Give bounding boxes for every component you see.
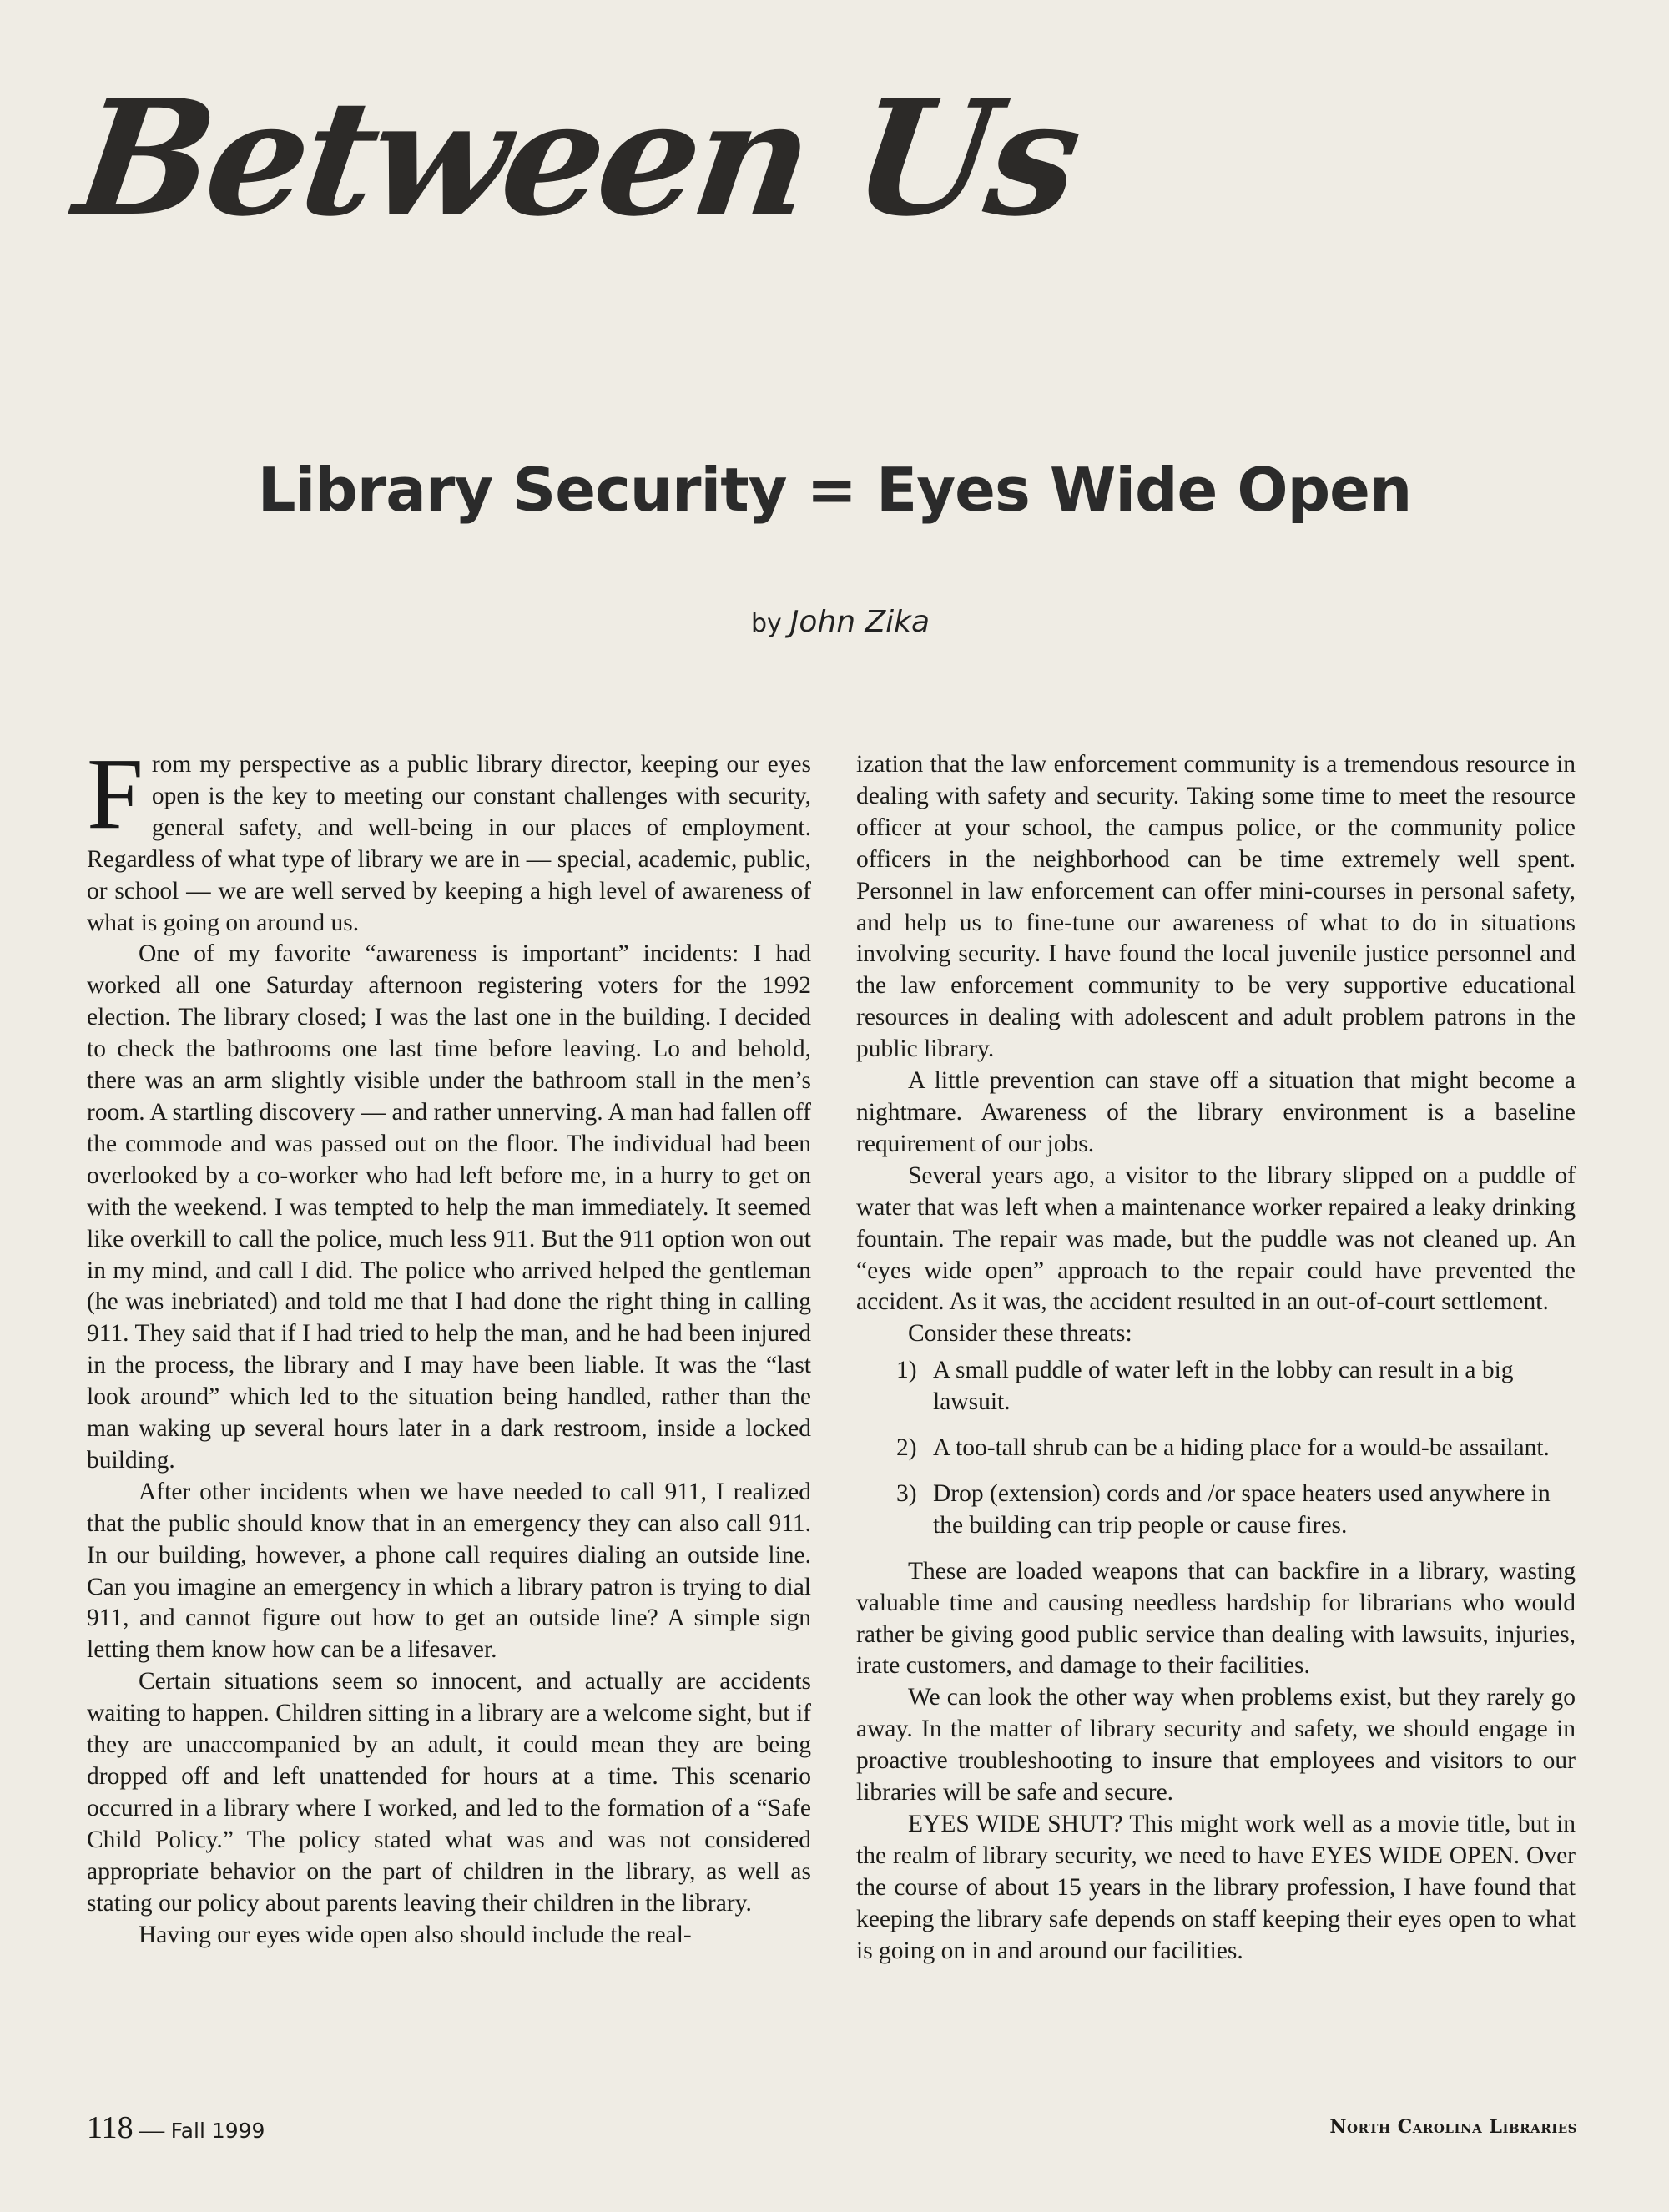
footer-separator: — xyxy=(139,2116,165,2144)
drop-cap: F xyxy=(87,738,144,850)
publication-name: North Carolina Libraries xyxy=(1329,2116,1577,2138)
section-masthead: Between Us xyxy=(66,65,1087,251)
paragraph-12: EYES WIDE SHUT? This might work well as a movie title, but in the realm of library security, we need to have EYES WIDE OPEN. Over the course of about 15 years in the library profession, I have found that keeping the library safe depends on staff keeping their eyes open to what is going on in and around our facilities. xyxy=(856,1811,1576,1964)
byline xyxy=(751,605,930,639)
paragraph-8: Several years ago, a visitor to the library slipped on a puddle of water that was left when a maintenance worker repaired a leaky drinking fountain. The repair was made, but the puddle was not cleaned up. An “eyes wide open” approach to the repair could have prevented the accident. As it was, the accident resulted in an out-of-court settlement. xyxy=(856,1161,1576,1316)
paragraph-1: From my perspective as a public library director, keeping our eyes open is the key to meeting our constant challenges with security, general safety, and well-being in our places of employment. Regardless of what type of library we are in — special, academic, public, or school — we are well served by keeping a high level of awareness of what is going on around us. xyxy=(87,738,811,936)
author-name: John Zika xyxy=(789,605,930,639)
issue-date: Fall 1999 xyxy=(170,2119,265,2143)
article-title: Library Security = Eyes Wide Open xyxy=(257,455,1412,525)
paragraph-5: Having our eyes wide open also should include the real- xyxy=(139,1921,692,1948)
footer-page-info xyxy=(87,2109,265,2146)
paragraph-2: One of my favorite “awareness is important” incidents: I had worked all one Saturday afternoon registering voters for the 1992 election. The library closed; I was the last one in the building. I decided to check the bathrooms one last time before leaving. Lo and behold, there was an arm slightly visible under the bathroom stall in the men’s room. A startling discovery — and rather unnerving. A man had fallen off the commode and was passed out on the floor. The individual had been overlooked by a co-worker who had left before me, in a hurry to get on with the weekend. I was tempted to help the man immediately. It seemed like overkill to call the police, much less 911. But the 911 option won out in my mind, and call I did. The police who arrived helped the gentleman (he was inebriated) and told me that I had done the right thing in calling 911. They said that if I had tried to help the man, and he had been injured in the process, the library and I may have been liable. It was the “last look around” which led to the situation being handled, rather than the man waking up several hours later in a dark restroom, inside a locked building. xyxy=(87,940,811,1474)
paragraph-9: Consider these threats: xyxy=(908,1320,1132,1348)
list-item: 1) A small puddle of water left in the lobby can result in a big lawsuit. xyxy=(896,1357,1514,1416)
paragraph-10: These are loaded weapons that can backfire in a library, wasting valuable time and causing needless hardship for librarians who would rather be giving good public service than dealing with lawsuits, injuries, irate customers, and damage to their facilities. xyxy=(856,1557,1576,1680)
threats-list xyxy=(856,1355,1576,1542)
byline-prefix: by xyxy=(751,609,782,638)
paragraph-3: After other incidents when we have needed to call 911, I realized that the public should know that in an emergency they can also call 911. In our building, however, a phone call requires dialing an outside line. Can you imagine an emergency in which a library patron is trying to dial 911, and cannot figure out how to get an outside line? A simple sign letting them know how can be a lifesaver. xyxy=(87,1478,811,1664)
right-column xyxy=(856,749,1576,1968)
paragraph-11: We can look the other way when problems exist, but they rarely go away. In the matter of library security and safety, we should engage in proactive troubleshooting to insure that employees and visitors to our libraries will be safe and secure. xyxy=(856,1684,1576,1806)
left-column xyxy=(87,738,811,1951)
paragraph-6: ization that the law enforcement community is a tremendous resource in dealing with safety and security. Taking some time to meet the resource officer at your school, the campus police, or the community police officers in the neighborhood can be time extremely well spent. Personnel in law enforcement can offer mini-courses in personal safety, and help us to fine-tune our awareness of what to do in situations involving security. I have found the local juvenile justice personnel and the law enforcement community to be very supportive educational resources in dealing with adolescent and adult problem patrons in the public library. xyxy=(856,751,1576,1063)
page-number: 118 xyxy=(87,2110,134,2145)
list-item: 3) Drop (extension) cords and /or space heaters used anywhere in the building can trip people or cause fires. xyxy=(896,1479,1551,1539)
list-item: 2) A too-tall shrub can be a hiding place for a would-be assailant. xyxy=(896,1434,1550,1462)
paragraph-7: A little prevention can stave off a situation that might become a nightmare. Awareness of the library environment is a baseline requirement of our jobs. xyxy=(856,1067,1576,1157)
paragraph-4: Certain situations seem so innocent, and actually are accidents waiting to happen. Children sitting in a library are a welcome sight, but if they are unaccompanied by an adult, it could mean they are being dropped off and left unattended for hours at a time. This scenario occurred in a library where I worked, and led to the formation of a “Safe Child Policy.” The policy stated what was and was not considered appropriate behavior on the part of children in the library, as well as stating our policy about parents leaving their children in the library. xyxy=(87,1668,811,1917)
